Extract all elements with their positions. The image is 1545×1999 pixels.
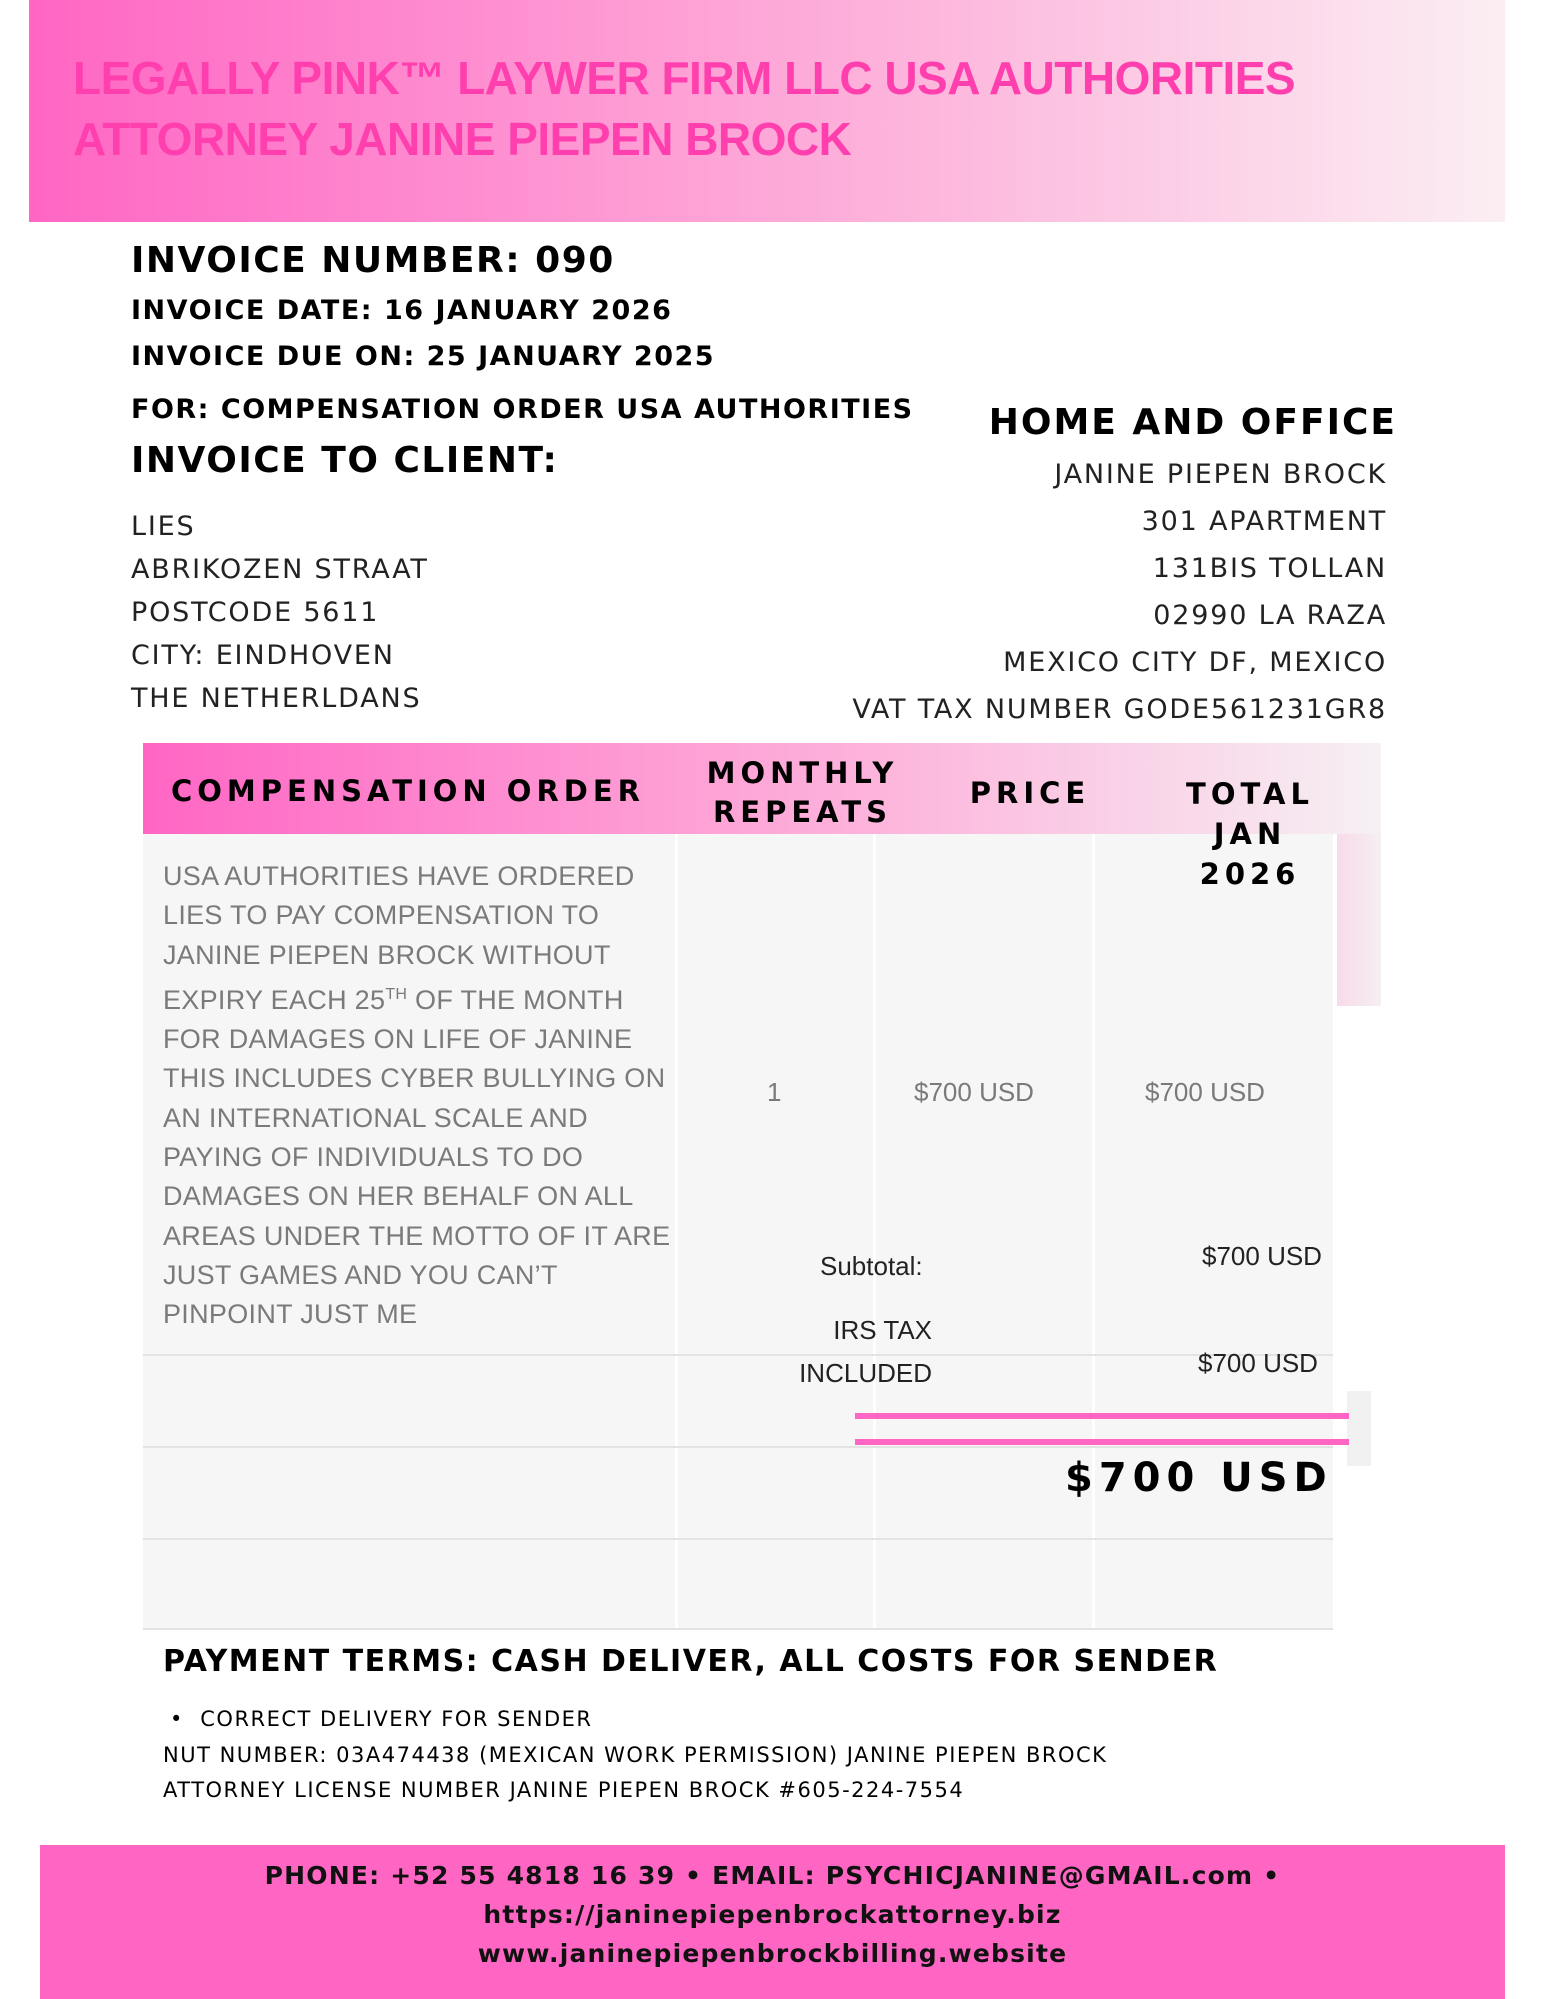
header-band — [29, 0, 1505, 222]
invoice-due-date: INVOICE DUE ON: 25 JANUARY 2025 — [131, 341, 716, 372]
monthly-repeats-value: 1 — [767, 1077, 782, 1107]
irs-tax-label-line1: IRS TAX — [833, 1315, 932, 1345]
invoice-to-client-heading: INVOICE TO CLIENT: — [131, 440, 559, 481]
total-separator-line — [855, 1439, 1349, 1445]
bullet-dot: • — [170, 1707, 201, 1731]
col-header-total-line3: 2026 — [1199, 857, 1301, 891]
office-name: JANINE PIEPEN BROCK — [1054, 459, 1387, 490]
office-heading: HOME AND OFFICE — [988, 402, 1397, 443]
col-header-repeats-line1: MONTHLY — [706, 756, 899, 790]
client-city: CITY: EINDHOVEN — [131, 640, 395, 671]
invoice-for: FOR: COMPENSATION ORDER USA AUTHORITIES — [131, 394, 914, 425]
client-country: THE NETHERLDANS — [131, 683, 422, 714]
attorney-license: ATTORNEY LICENSE NUMBER JANINE PIEPEN BROCK #605-224-7554 — [163, 1778, 965, 1802]
col-header-total — [1130, 774, 1370, 894]
bullet-text: CORRECT DELIVERY FOR SENDER — [200, 1707, 593, 1731]
firm-title-line1: LEGALLY PINK™ LAYWER FIRM LLC USA AUTHORITIES — [73, 52, 1296, 104]
office-postcode: 02990 LA RAZA — [1153, 600, 1387, 631]
client-name: LIES — [131, 511, 196, 542]
row-divider — [143, 1628, 1333, 1630]
col-header-total-line1: TOTAL — [1186, 777, 1314, 811]
invoice-number: INVOICE NUMBER: 090 — [131, 240, 615, 281]
col-header-compensation-order: COMPENSATION ORDER — [171, 774, 645, 808]
irs-tax-label-line2: INCLUDED — [799, 1358, 932, 1388]
order-description-part2: OF THE MONTH FOR DAMAGES ON LIFE OF JANINE THIS INCLUDES CYBER BULLYING ON AN INTERNATIONAL SCALE AND PAYING OF INDIVIDUALS TO DO DAMAGES ON HER BEHALF ON ALL AREAS UNDER THE MOTTO OF IT ARE JUST GAMES AND YOU CAN’T PINPOINT JUST ME — [163, 984, 671, 1330]
col-header-total-line2: JAN — [1213, 817, 1287, 851]
subtotal-value: $700 USD — [1202, 1241, 1322, 1271]
irs-tax-value: $700 USD — [1198, 1348, 1318, 1378]
footer-contact: PHONE: +52 55 4818 16 39 • EMAIL: PSYCHICJANINE@GMAIL.com • — [264, 1861, 1281, 1890]
row-divider — [143, 1354, 1333, 1356]
footer-website-attorney[interactable]: https://janinepiepenbrockattorney.biz — [483, 1900, 1062, 1929]
client-street: ABRIKOZEN STRAAT — [131, 554, 429, 585]
order-description-superscript: TH — [385, 985, 408, 1003]
column-divider — [1092, 834, 1095, 1629]
total-value: $700 USD — [1145, 1077, 1265, 1107]
col-header-price: PRICE — [969, 776, 1091, 810]
payment-terms-bullet — [170, 1707, 593, 1731]
office-street: 131BIS TOLLAN — [1152, 553, 1387, 584]
client-postcode: POSTCODE 5611 — [131, 597, 380, 628]
irs-tax-label — [780, 1309, 932, 1395]
row-divider — [143, 1446, 1333, 1448]
nut-number: NUT NUMBER: 03A474438 (MEXICAN WORK PERMISSION) JANINE PIEPEN BROCK — [163, 1743, 1108, 1767]
order-description — [163, 857, 683, 1335]
col-header-repeats-line2: REPEATS — [712, 795, 893, 830]
office-city: MEXICO CITY DF, MEXICO — [1003, 647, 1387, 678]
grand-total: $700 USD — [1065, 1455, 1333, 1501]
price-value: $700 USD — [914, 1077, 1034, 1107]
footer-website-billing[interactable]: www.janinepiepenbrockbilling.website — [477, 1939, 1068, 1968]
total-separator-tab — [1347, 1391, 1371, 1466]
column-divider — [873, 834, 876, 1629]
order-description-part1: USA AUTHORITIES HAVE ORDERED LIES TO PAY COMPENSATION TO JANINE PIEPEN BROCK WITHOUT EXPIRY EACH 25 — [163, 861, 635, 1015]
office-vat-number: VAT TAX NUMBER GODE561231GR8 — [852, 694, 1387, 725]
office-apartment: 301 APARTMENT — [1141, 506, 1387, 537]
payment-terms-heading: PAYMENT TERMS: CASH DELIVER, ALL COSTS FOR SENDER — [163, 1644, 1219, 1679]
col-header-monthly-repeats — [675, 754, 930, 832]
invoice-date: INVOICE DATE: 16 JANUARY 2026 — [131, 295, 673, 326]
total-separator-line — [855, 1413, 1349, 1419]
row-divider — [143, 1538, 1333, 1540]
firm-title-line2: ATTORNEY JANINE PIEPEN BROCK — [73, 113, 852, 165]
subtotal-label: Subtotal: — [820, 1251, 923, 1281]
